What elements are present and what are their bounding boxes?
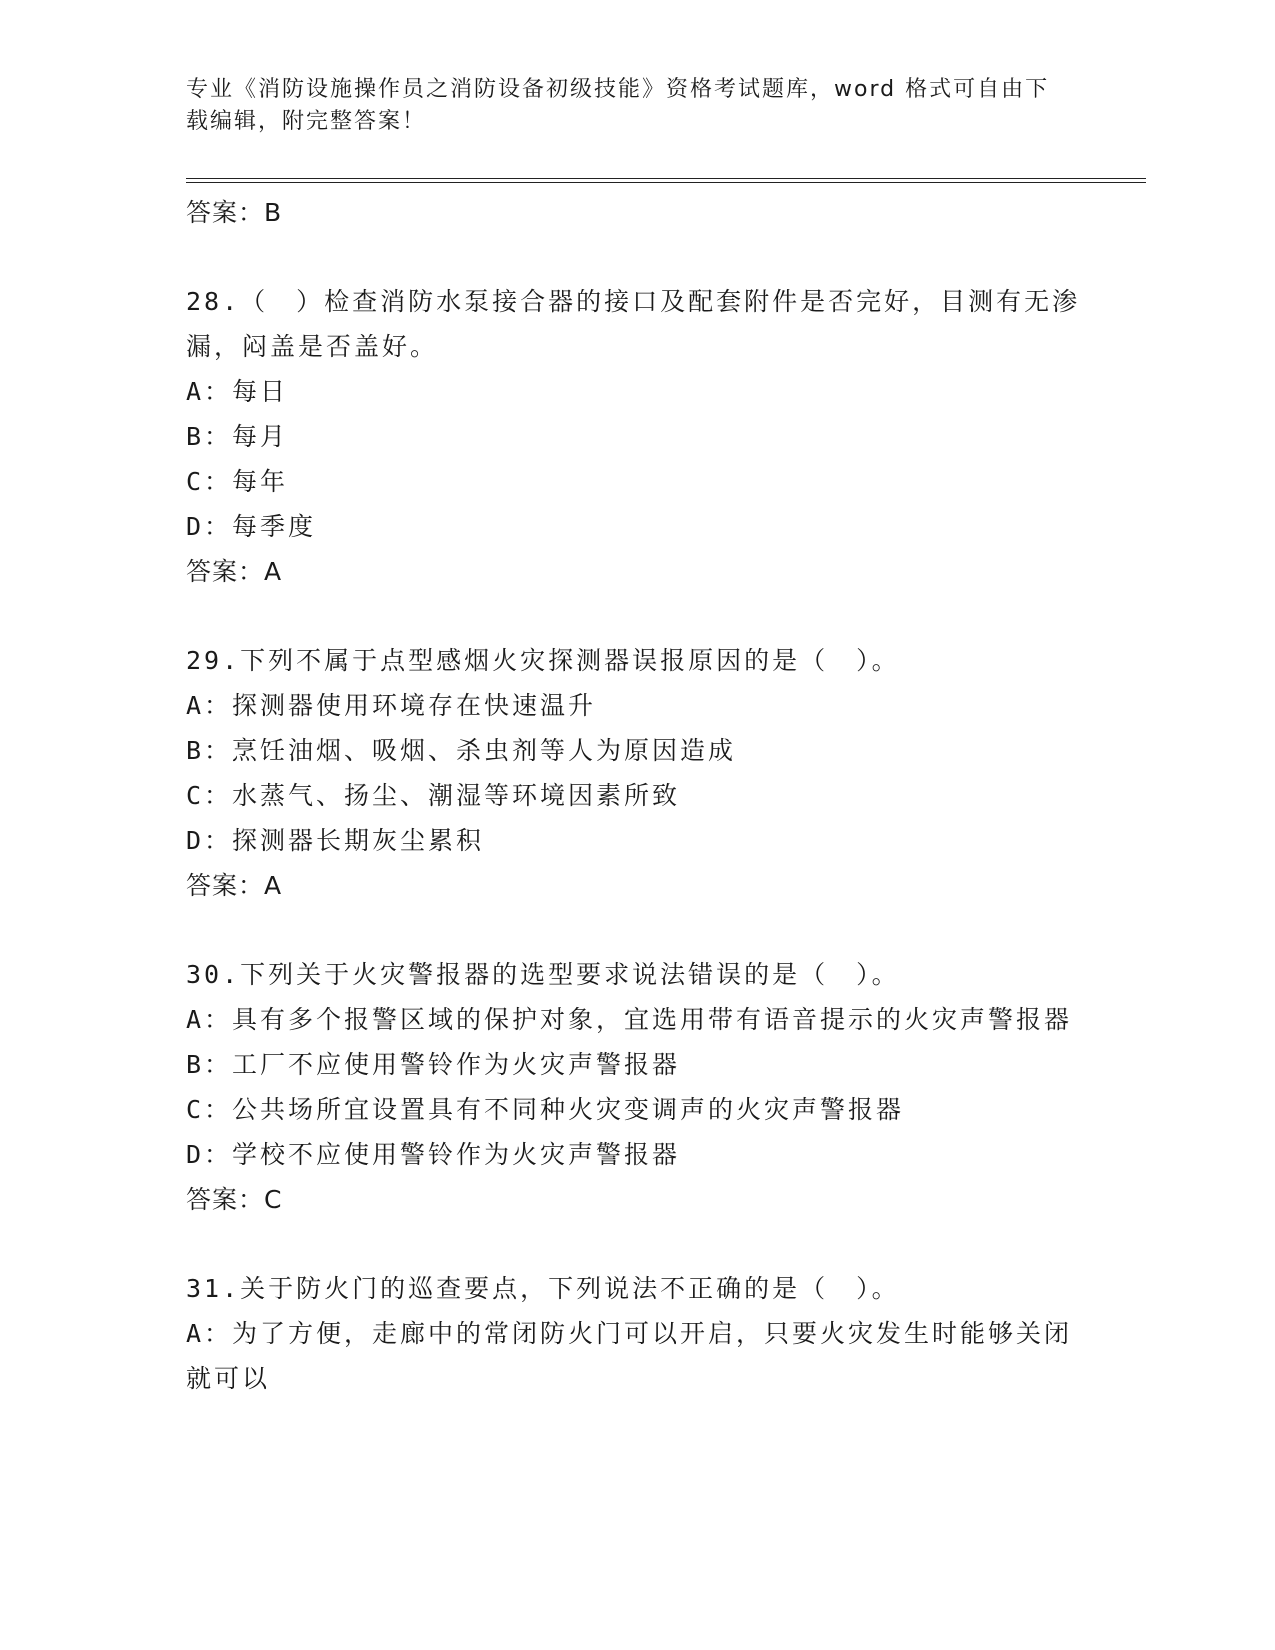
question-stem: 31.关于防火门的巡查要点，下列说法不正确的是（ ）。 <box>186 1274 900 1303</box>
answer-line: 答案：C <box>186 1185 283 1214</box>
option-d: D：探测器长期灰尘累积 <box>186 826 485 855</box>
option-a: A：每日 <box>186 377 289 406</box>
answer-line: 答案：A <box>186 871 283 900</box>
question-stem: 30.下列关于火灾警报器的选型要求说法错误的是（ ）。 <box>186 960 900 989</box>
question-block <box>186 952 1086 1222</box>
option-b: B：工厂不应使用警铃作为火灾声警报器 <box>186 1050 681 1079</box>
option-c: C：每年 <box>186 467 289 496</box>
question-block <box>186 1266 1086 1401</box>
option-c: C：公共场所宜设置具有不同种火灾变调声的火灾声警报器 <box>186 1095 905 1124</box>
question-stem: 28.（ ）检查消防水泵接合器的接口及配套附件是否完好，目测有无渗漏，闷盖是否盖好。 <box>186 287 1081 361</box>
option-b: B：烹饪油烟、吸烟、杀虫剂等人为原因造成 <box>186 736 737 765</box>
page-header: 专业《消防设施操作员之消防设备初级技能》资格考试题库，word 格式可自由下载编辑，附完整答案！ <box>186 77 1050 134</box>
question-block <box>186 279 1086 594</box>
question-stem: 29.下列不属于点型感烟火灾探测器误报原因的是（ ）。 <box>186 646 900 675</box>
option-a: A：具有多个报警区域的保护对象，宜选用带有语音提示的火灾声警报器 <box>186 1005 1073 1034</box>
question-block <box>186 638 1086 908</box>
answer-line: 答案：B <box>186 198 283 227</box>
option-a: A：探测器使用环境存在快速温升 <box>186 691 597 720</box>
option-a: A：为了方便，走廊中的常闭防火门可以开启，只要火灾发生时能够关闭就可以 <box>186 1319 1073 1393</box>
header-divider <box>186 178 1146 183</box>
option-d: D：每季度 <box>186 512 317 541</box>
option-d: D：学校不应使用警铃作为火灾声警报器 <box>186 1140 681 1169</box>
option-c: C：水蒸气、扬尘、潮湿等环境因素所致 <box>186 781 681 810</box>
option-b: B：每月 <box>186 422 289 451</box>
question-list <box>186 190 1086 1401</box>
answer-line: 答案：A <box>186 557 283 586</box>
